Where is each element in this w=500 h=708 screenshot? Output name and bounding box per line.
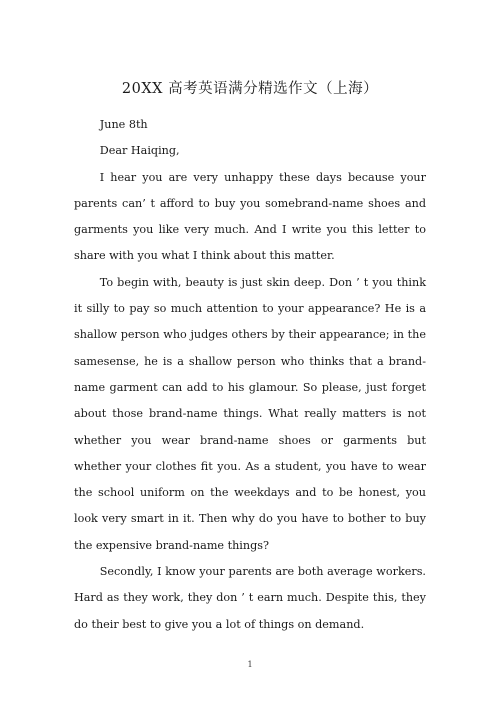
page-number: 1 [247,660,253,669]
document-title: 20XX 高考英语满分精选作文（上海） [121,81,379,97]
letter-date: June 8th [99,118,148,131]
paragraph-3: Secondly, I know your parents are both average workers. Hard as they work, they don ’ t earn much. Despite this, they do their best to give you a lot of things on demand. [74,565,426,631]
paragraph-1: I hear you are very unhappy these days because your parents can’ t afford to buy you somebrand-name shoes and garments you like very much. And I write you this letter to share with you what I think about this matter. [74,170,426,263]
letter-body [74,112,426,638]
paragraph-2: To begin with, beauty is just skin deep. Don ’ t you think it silly to pay so much attention to your appearance? He is a shallow person who judges others by their appearance; in the samesense, he is a shallow person who thinks that a brand-name garment can add to his glamour. So please, just forget about those brand-name things. What really matters is not whether you wear brand-name shoes or garments but whether your clothes fit you. As a student, you have to wear the school uniform on the weekdays and to be honest, you look very smart in it. Then why do you have to bother to buy the expensive brand-name things? [74,275,426,552]
letter-salutation: Dear Haiqing, [99,144,180,158]
